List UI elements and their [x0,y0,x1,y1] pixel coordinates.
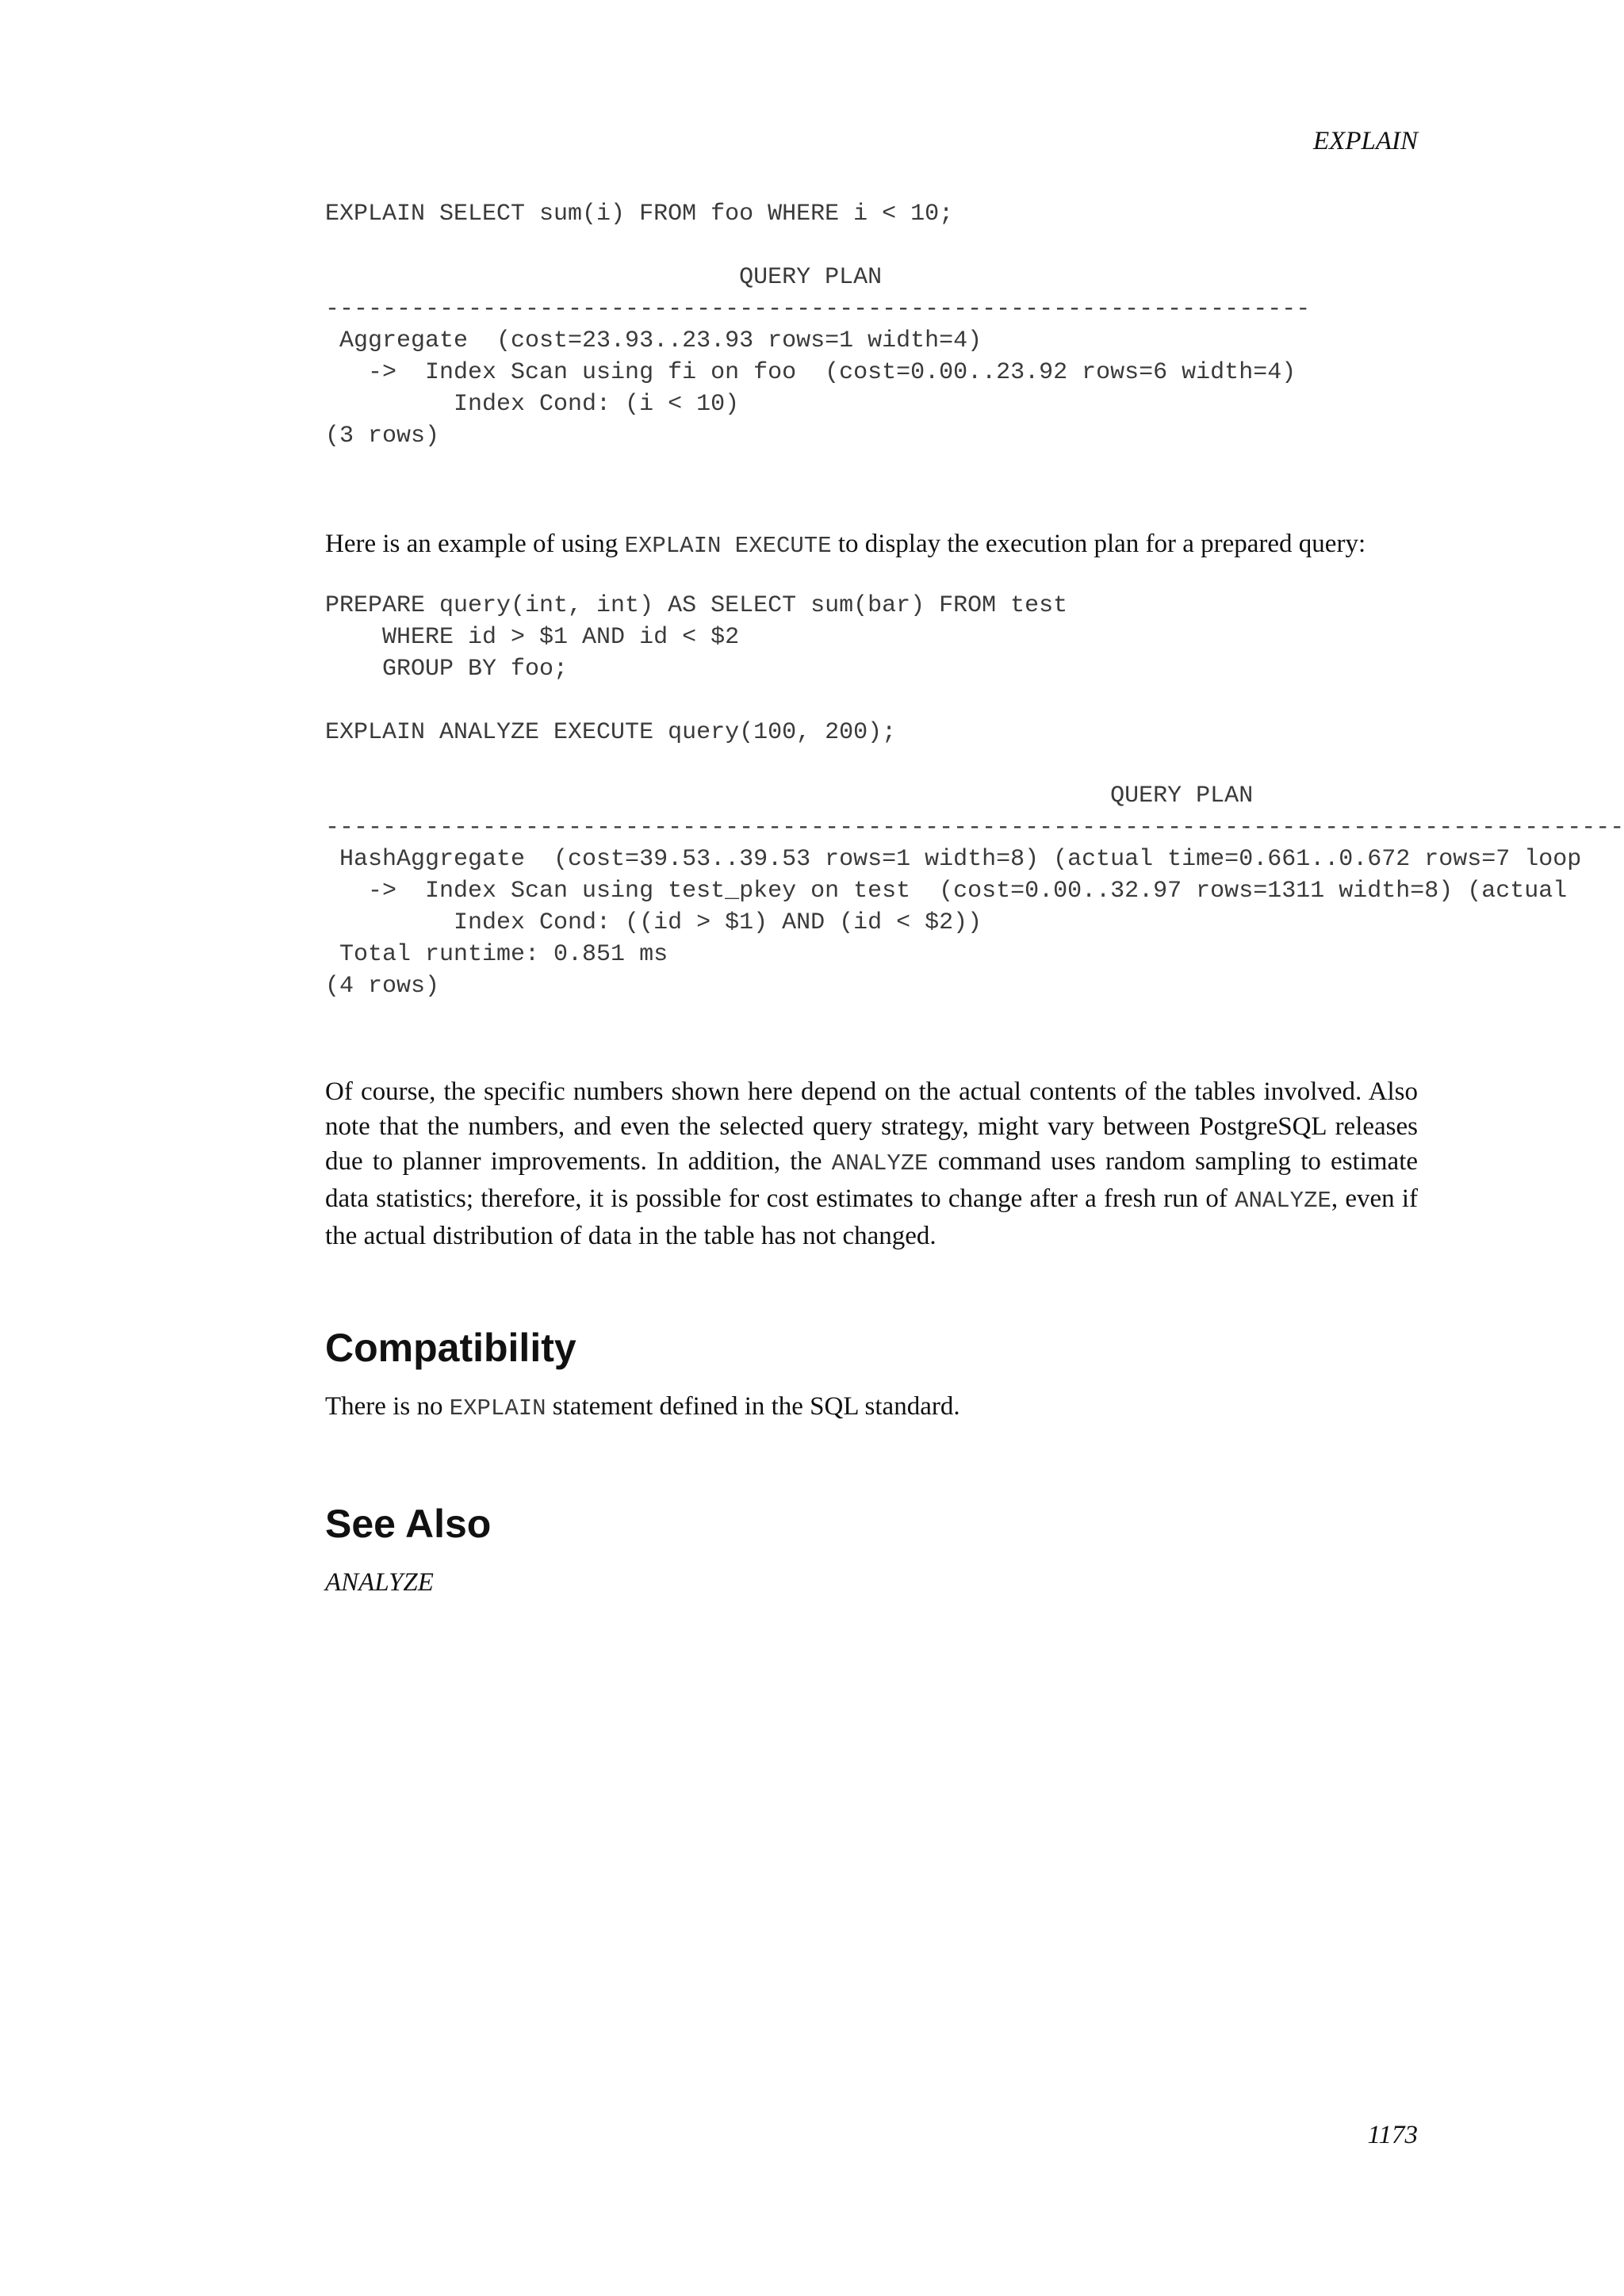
inline-code: ANALYZE [831,1150,929,1177]
example1-query: EXPLAIN SELECT sum(i) FROM foo WHERE i < 10; [325,201,954,228]
document-page [325,0,1624,2296]
inline-code: EXPLAIN EXECUTE [624,533,832,559]
example2-plan-line: HashAggregate (cost=39.53..39.53 rows=1 width=8) (actual time=0.661..0.672 rows=7 loop [325,846,1582,873]
paragraph-compatibility: There is no EXPLAIN statement defined in the SQL standard. [325,1392,960,1422]
example1-plan-line: Index Cond: (i < 10) [325,391,740,418]
example1-plan-line: Aggregate (cost=23.93..23.93 rows=1 width=4) [325,327,982,354]
example2-plan-output [325,780,1624,1002]
paragraph-explain-execute: Here is an example of using EXPLAIN EXECUTE to display the execution plan for a prepared query: [325,530,1366,559]
example2-plan-line: -> Index Scan using test_pkey on test (cost=0.00..32.97 rows=1311 width=8) (actual [325,878,1568,905]
example1-separator: --------------------------------------------------------------------- [325,296,1311,323]
example2-prepare-line: WHERE id > $1 AND id < $2 [325,624,740,651]
example2-separator: ------------------------------------------------------------------------------------------- [325,814,1624,841]
example2-total-runtime: Total runtime: 0.851 ms [325,941,668,968]
example2-plan-header: QUERY PLAN [325,783,1254,809]
running-header: EXPLAIN [1313,127,1418,155]
inline-code: ANALYZE [1235,1188,1331,1214]
example2-prepare-line: PREPARE query(int, int) AS SELECT sum(bar) FROM test [325,592,1068,619]
section-heading-see-also: See Also [325,1502,492,1546]
example2-prepare-line: GROUP BY foo; [325,656,569,683]
example1-plan-line: -> Index Scan using fi on foo (cost=0.00..23.92 rows=6 width=4) [325,359,1297,386]
section-heading-compatibility: Compatibility [325,1326,576,1370]
example2-plan-line: Index Cond: ((id > $1) AND (id < $2)) [325,909,982,936]
page-number: 1173 [1367,2121,1418,2149]
example1-row-count: (3 rows) [325,423,440,450]
example2-explain-line: EXPLAIN ANALYZE EXECUTE query(100, 200); [325,719,897,746]
inline-code: EXPLAIN [449,1395,546,1422]
see-also-link-analyze[interactable]: ANALYZE [325,1568,434,1597]
example1-plan-header: QUERY PLAN [325,264,883,291]
paragraph-numbers: Of course, the specific numbers shown here depend on the actual contents of the tables involved. Also note that the numbers, and even the selected query strategy, might vary between PostgreSQL releases due to planner improvements. In addition, the ANALYZE command uses random sampling to estimate data statistics; therefore, it is possible for cost estimates to change after a fresh run of ANALYZE, even if the actual distribution of data in the table has not changed. [325,1077,1419,1250]
example2-row-count: (4 rows) [325,973,440,1000]
